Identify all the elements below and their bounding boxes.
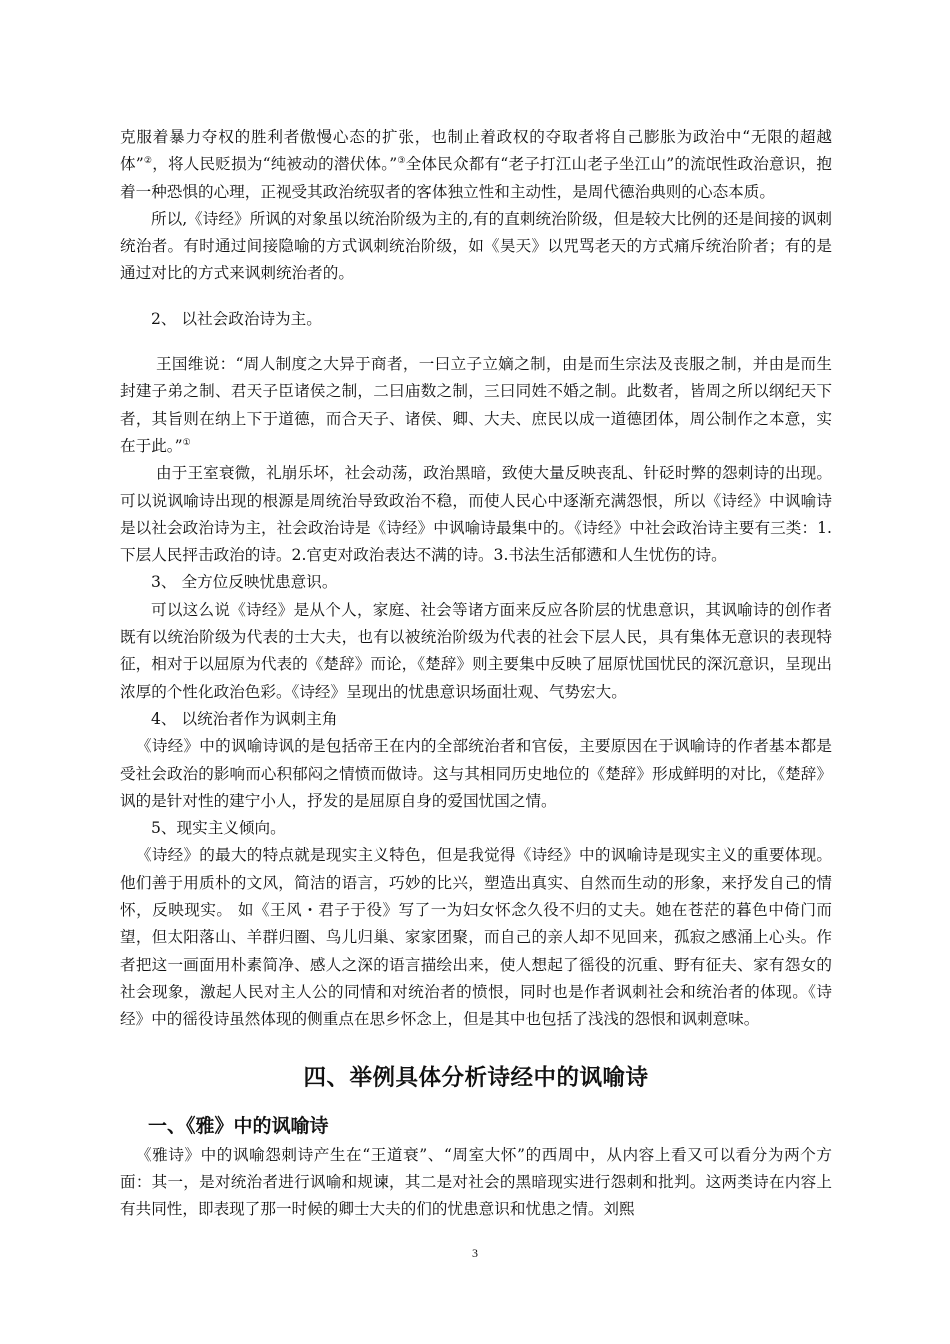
paragraph-2: 所以,《诗经》所讽的对象虽以统治阶级为主的,有的直刺统治阶级，但是较大比例的还是间接的讽刺统治者。有时通过间接隐喻的方式讽刺统治阶级，如《昊天》以咒骂老天的方式痛斥统治阶者；有的是通过对比的方式来讽刺统治者的。 bbox=[120, 209, 832, 283]
footnote-ref-2: ② bbox=[143, 156, 153, 167]
page-number: 3 bbox=[472, 1246, 478, 1260]
paragraph-4: 由于王室衰微，礼崩乐坏，社会动荡，政治黑暗，致使大量反映丧乱、针砭时弊的怨刺诗的出现。可以说讽喻诗出现的根源是周统治导致政治不稳，而使人民心中逐渐充满怨恨，所以《诗经》中讽喻诗是以社会政治诗为主，社会政治诗是《诗经》中讽喻诗最集中的。《诗经》中社会政治诗主要有三类：1.下层人民抨击政治的诗。2.官吏对政治表达不满的诗。3.书法生活郁懑和人生忧伤的诗。 bbox=[120, 464, 832, 565]
paragraph-3 bbox=[120, 351, 832, 460]
point-heading-4: 4、 以统治者作为讽刺主角 bbox=[151, 709, 338, 728]
spacer bbox=[120, 333, 832, 351]
subsection-title: 一、《雅》中的讽喻诗 bbox=[148, 1114, 329, 1137]
paragraph-6: 《诗经》中的讽喻诗讽的是包括帝王在内的全部统治者和官佞，主要原因在于讽喻诗的作者基本都是受社会政治的影响而心积郁闷之情愤而做诗。这与其相同历史地位的《楚辞》形成鲜明的对比，《楚辞》讽的是针对性的建宁小人，抒发的是屈原自身的爱国忧国之情。 bbox=[120, 737, 832, 810]
footnote-ref-3: ③ bbox=[397, 156, 406, 167]
footnote-ref-1: ① bbox=[182, 437, 191, 448]
paragraph-1-text: 克服着暴力夺权的胜利者傲慢心态的扩张，也制止着政权的夺取者将自己膨胀为政治中“无限的超越体” bbox=[120, 128, 832, 174]
section-title: 四、举例具体分析诗经中的讽喻诗 bbox=[303, 1064, 649, 1091]
point-heading-2: 2、 以社会政治诗为主。 bbox=[151, 309, 322, 328]
paragraph-7: 《诗经》的最大的特点就是现实主义特色，但是我觉得《诗经》中的讽喻诗是现实主义的重要体现。他们善于用质朴的文风，简洁的语言，巧妙的比兴，塑造出真实、自然而生动的形象，来抒发自己的情怀，反映现实。 如《王风・君子于役》写了一为妇女怀念久役不归的丈夫。她在苍茫的暮色中倚门而望，但太阳落山、羊群归圈、鸟儿归巢、家家团聚，而自己的亲人却不见回来，孤寂之感涌上心头。作者把这一画面用朴素简净、感人之深的语言描绘出来，使人想起了徭役的沉重、野有征夫、家有怨女的社会现象，激起人民对主人公的同情和对统治者的愤恨，同时也是作者讽刺社会和统治者的体现。《诗经》中的徭役诗虽然体现的侧重点在思乡怀念上，但是其中也包括了浅浅的怨恨和讽刺意味。 bbox=[120, 846, 832, 1029]
page-body bbox=[120, 124, 832, 1223]
point-heading-5: 5、现实主义倾向。 bbox=[151, 819, 286, 838]
point-heading-3: 3、 全方位反映忧患意识。 bbox=[151, 573, 338, 592]
paragraph-1-text-end: 全体民众都有“老子打江山老子坐江山”的流氓性政治意识，抱着一种恐惧的心理，正视受其政治统驭者的客体独立性和主动性，是周代德治典则的心态本质。 bbox=[120, 155, 832, 201]
paragraph-1 bbox=[120, 124, 832, 206]
paragraph-1-text-mid: ，将人民贬损为“纯被动的潜伏体。” bbox=[152, 155, 398, 174]
paragraph-8: 《雅诗》中的讽喻怨刺诗产生在“王道衰”、“周室大怀”的西周中，从内容上看又可以看分为两个方面：其一，是对统治者进行讽喻和规谏，其二是对社会的黑暗现实进行怨刺和批判。这两类诗在内容上有共同性，即表现了那一时候的卿士大夫的们的忧患意识和忧患之情。刘熙 bbox=[120, 1145, 832, 1219]
paragraph-5: 可以这么说《诗经》是从个人，家庭、社会等诸方面来反应各阶层的忧患意识，其讽喻诗的创作者既有以统治阶级为代表的士大夫，也有以被统治阶级为代表的社会下层人民，具有集体无意识的表现特征，相对于以屈原为代表的《楚辞》而论，《楚辞》则主要集中反映了屈原忧国忧民的深沉意识，呈现出浓厚的个性化政治色彩。《诗经》呈现出的忧患意识场面壮观、气势宏大。 bbox=[120, 600, 832, 701]
paragraph-3-text: 王国维说：“周人制度之大异于商者，一曰立子立嫡之制，由是而生宗法及丧服之制，并由是而生封建子弟之制、君天子臣诸侯之制，二曰庙数之制，三曰同姓不婚之制。此数者，皆周之所以纲纪天下者，其旨则在纳上下于道德，而合天子、诸侯、卿、大夫、庶民以成一道德团体，周公制作之本意，实在于此。” bbox=[120, 355, 832, 455]
spacer bbox=[120, 288, 832, 306]
